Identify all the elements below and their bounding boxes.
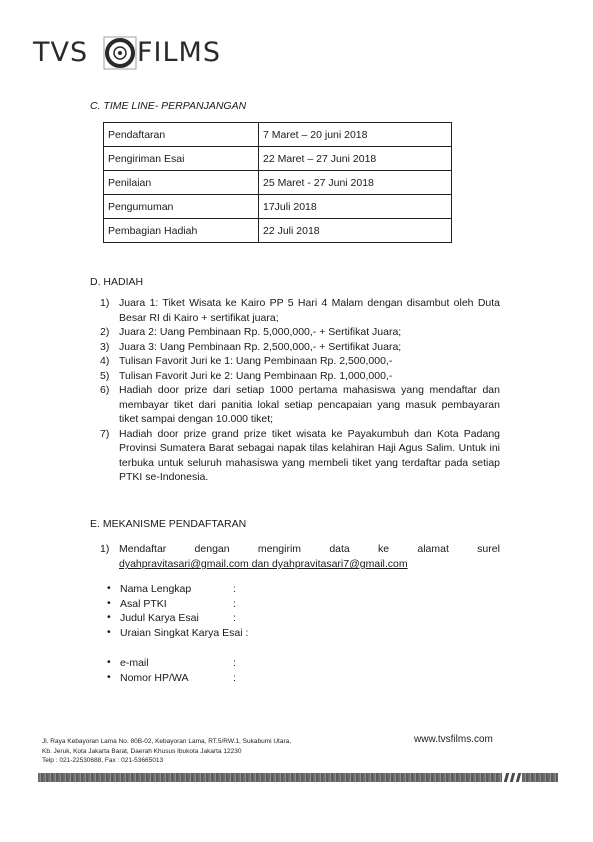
footer-address bbox=[42, 737, 291, 766]
prize-text: Hadiah door prize dari setiap 1000 pertama mahasiswa yang mendaftar dan membayar tiket dari panitia lokal setiap pencapaian yang masuk pembayaran tiket sampai dengan 10.000 tiket; bbox=[119, 384, 500, 425]
registration-word: alamat bbox=[417, 543, 449, 555]
timeline-label: Pengiriman Esai bbox=[104, 147, 259, 171]
bullet-dot-icon: • bbox=[107, 611, 111, 623]
bullet-dot-icon: • bbox=[107, 596, 111, 609]
field-label: Asal PTKI bbox=[120, 597, 167, 610]
section-d-heading: D. HADIAH bbox=[90, 276, 144, 288]
field-label: Nama Lengkap bbox=[120, 583, 192, 595]
prize-list bbox=[100, 296, 500, 485]
camera-lens-logo-icon bbox=[103, 36, 137, 70]
bullet-dot-icon: • bbox=[107, 625, 111, 638]
timeline-date: 17Juli 2018 bbox=[259, 195, 452, 219]
prize-text: Juara 1: Tiket Wisata ke Kairo PP 5 Hari 4 Malam dengan disambut oleh Duta Besar RI di Kairo + sertifikat juara; bbox=[119, 297, 500, 324]
bullet-dot-icon: • bbox=[107, 670, 111, 683]
section-e-heading: E. MEKANISME PENDAFTARAN bbox=[90, 518, 247, 530]
registration-word: dengan bbox=[194, 543, 230, 555]
prize-number: 6) bbox=[100, 384, 110, 396]
timeline-row bbox=[104, 171, 452, 195]
prize-item bbox=[100, 296, 500, 325]
timeline-row bbox=[104, 195, 452, 219]
timeline-label: Penilaian bbox=[104, 171, 259, 195]
prize-item bbox=[100, 325, 500, 340]
field-colon: : bbox=[233, 612, 236, 624]
field-colon: : bbox=[233, 597, 236, 610]
logo-text-left: TVS bbox=[33, 37, 89, 68]
timeline-row bbox=[104, 123, 452, 147]
registration-word: ke bbox=[378, 543, 390, 555]
prize-item bbox=[100, 340, 500, 355]
field-label: Judul Karya Esai bbox=[120, 612, 199, 624]
section-c-heading: C. TIME LINE- PERPANJANGAN bbox=[90, 100, 247, 112]
address-line-1: Jl. Raya Kebayoran Lama No. 80B-02, Kebayoran Lama, RT.5/RW.1, Sukabumi Utara, bbox=[42, 738, 292, 745]
bullet-dot-icon: • bbox=[107, 656, 111, 668]
field-label: Uraian Singkat Karya Esai : bbox=[120, 626, 249, 639]
timeline-table bbox=[103, 122, 452, 243]
prize-number: 1) bbox=[100, 297, 110, 309]
timeline-row bbox=[104, 219, 452, 243]
registration-word: data bbox=[329, 543, 350, 555]
registration-emails[interactable]: dyahpravitasari@gmail.com dan dyahpravitasari7@gmail.com bbox=[119, 558, 408, 570]
prize-text: Juara 2: Uang Pembinaan Rp. 5,000,000,- + Sertifikat Juara; bbox=[119, 326, 402, 338]
registration-item-number: 1) bbox=[100, 543, 110, 555]
prize-text: Tulisan Favorit Juri ke 2: Uang Pembinaan Rp. 1,000,000,- bbox=[119, 369, 393, 382]
timeline-label: Pendaftaran bbox=[104, 123, 259, 147]
address-line-2: Kb. Jeruk, Kota Jakarta Barat, Daerah Khusus Ibukota Jakarta 12230 bbox=[42, 747, 242, 755]
field-colon: : bbox=[233, 657, 236, 669]
prize-item bbox=[100, 427, 500, 485]
timeline-date: 22 Maret – 27 Juni 2018 bbox=[259, 147, 452, 171]
timeline-date: 7 Maret – 20 juni 2018 bbox=[259, 123, 452, 147]
field-label: Nomor HP/WA bbox=[120, 671, 189, 684]
prize-item bbox=[100, 383, 500, 427]
address-line-3: Telp : 021-22530688, Fax : 021-53665013 bbox=[42, 757, 164, 765]
field-colon: : bbox=[233, 671, 236, 684]
bullet-dot-icon: • bbox=[107, 582, 111, 594]
timeline-row bbox=[104, 147, 452, 171]
prize-item bbox=[100, 354, 500, 369]
logo-text-right: FILMS bbox=[137, 37, 221, 68]
prize-number: 3) bbox=[100, 340, 110, 353]
bar-stripes-icon bbox=[502, 773, 522, 782]
registration-text bbox=[119, 542, 500, 557]
timeline-label: Pembagian Hadiah bbox=[104, 219, 259, 243]
timeline-label: Pengumuman bbox=[104, 195, 259, 219]
website-link[interactable]: www.tvsfilms.com bbox=[414, 734, 493, 745]
company-logo bbox=[33, 36, 243, 72]
timeline-date: 25 Maret - 27 Juni 2018 bbox=[259, 171, 452, 195]
registration-word: mengirim bbox=[257, 543, 302, 555]
prize-text: Hadiah door prize grand prize tiket wisata ke Payakumbuh dan Kota Padang Provinsi Sumatera Barat sebagai napak tilas kelahiran Haji Agus Salim. Untuk ini terbuka untuk seluruh mahasiswa yang membeli tiket yang terdaftar pada setiap PTKI se-Indonesia. bbox=[119, 427, 500, 483]
prize-number: 7) bbox=[100, 427, 110, 440]
prize-number: 4) bbox=[100, 355, 110, 367]
field-colon: : bbox=[233, 583, 236, 595]
prize-text: Tulisan Favorit Juri ke 1: Uang Pembinaan Rp. 2,500,000,- bbox=[119, 355, 393, 367]
prize-number: 5) bbox=[100, 369, 110, 382]
registration-word: surel bbox=[477, 543, 500, 555]
field-label: e-mail bbox=[120, 657, 149, 669]
timeline-date: 22 Juli 2018 bbox=[259, 219, 452, 243]
registration-word: Mendaftar bbox=[119, 543, 167, 555]
footer-decorative-bar bbox=[38, 773, 558, 782]
prize-item bbox=[100, 369, 500, 384]
prize-number: 2) bbox=[100, 326, 110, 338]
prize-text: Juara 3: Uang Pembinaan Rp. 2,500,000,- + Sertifikat Juara; bbox=[119, 340, 402, 353]
